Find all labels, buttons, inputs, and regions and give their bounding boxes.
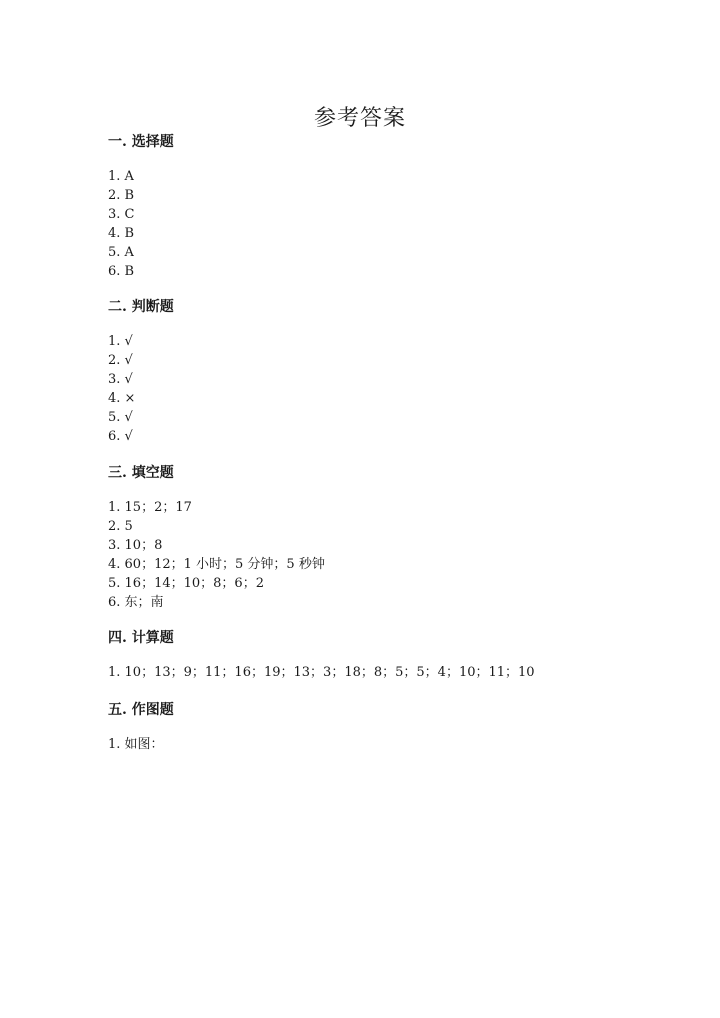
answer-list xyxy=(108,735,174,754)
answer-list xyxy=(108,332,174,446)
section-drawing xyxy=(108,700,174,754)
section-multiple-choice xyxy=(108,132,174,281)
section-calculation xyxy=(108,628,535,682)
answer-list xyxy=(108,167,174,281)
answer-item: 6. √ xyxy=(108,429,133,444)
answer-item: 1. 10；13；9；11；16；19；13；3；18；8；5；5；4；10；11；10 xyxy=(108,665,535,680)
section-fill-in-blank xyxy=(108,463,325,612)
answer-item: 4. 60；12；1 小时；5 分钟；5 秒钟 xyxy=(108,557,325,572)
answer-item: 2. √ xyxy=(108,353,133,368)
answer-item: 3. C xyxy=(108,207,135,222)
section-heading: 三. 填空题 xyxy=(108,465,174,481)
answer-item: 1. A xyxy=(108,169,134,184)
section-heading: 四. 计算题 xyxy=(108,630,174,646)
section-true-false xyxy=(108,297,174,446)
answer-item: 4. B xyxy=(108,226,135,241)
section-heading: 一. 选择题 xyxy=(108,134,174,150)
answer-item: 1. √ xyxy=(108,334,133,349)
answer-item: 2. B xyxy=(108,188,135,203)
page-title: 参考答案 xyxy=(313,105,406,131)
section-heading: 五. 作图题 xyxy=(108,702,174,718)
answer-list xyxy=(108,498,325,612)
answer-item: 6. 东；南 xyxy=(108,595,164,610)
answer-item: 5. 16；14；10；8；6；2 xyxy=(108,576,264,591)
answer-item: 5. A xyxy=(108,245,134,260)
answer-item: 1. 如图： xyxy=(108,737,164,752)
answer-item: 1. 15；2；17 xyxy=(108,500,192,515)
answer-list xyxy=(108,663,535,682)
answer-item: 3. 10；8 xyxy=(108,538,163,553)
answer-item: 2. 5 xyxy=(108,519,133,534)
answer-item: 5. √ xyxy=(108,410,133,425)
answer-item: 3. √ xyxy=(108,372,133,387)
answer-item: 6. B xyxy=(108,264,135,279)
section-heading: 二. 判断题 xyxy=(108,299,174,315)
answer-item: 4. × xyxy=(108,391,136,406)
